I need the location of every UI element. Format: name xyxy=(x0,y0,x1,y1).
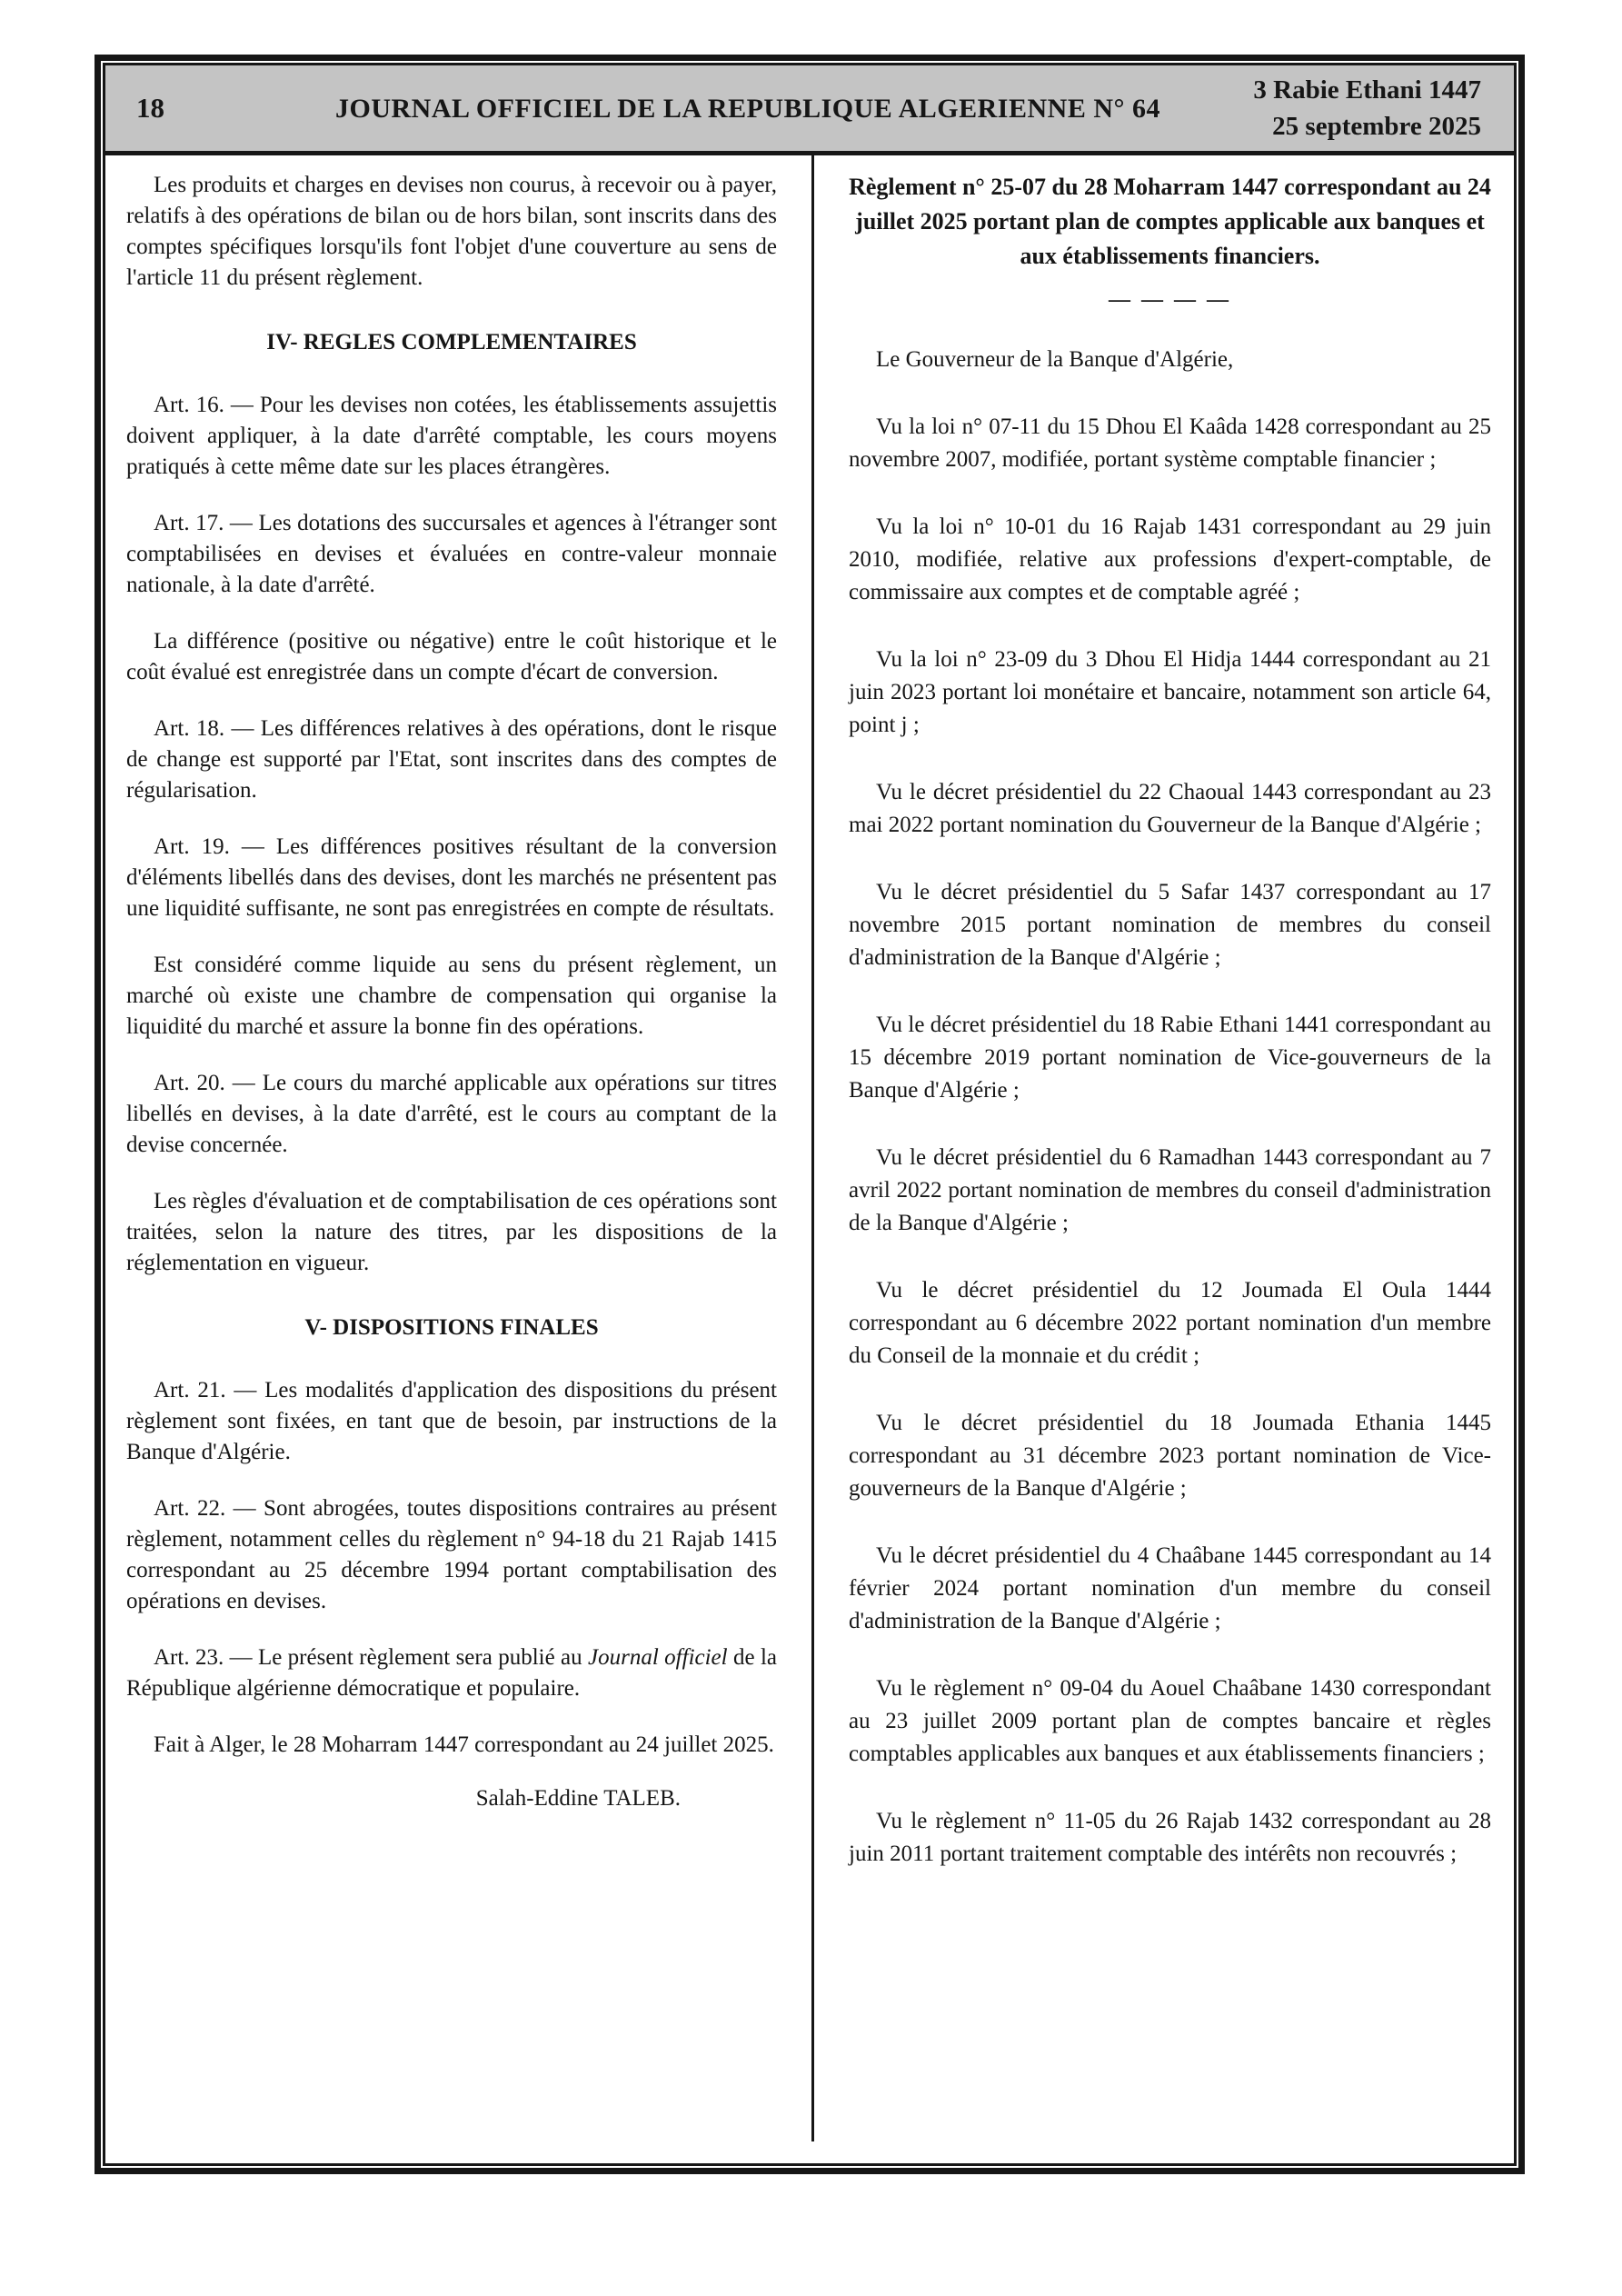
article-17-paragraph-2: La différence (positive ou négative) entre le coût historique et le coût évalué est enregistrée dans un compte d'écart de conversion. xyxy=(126,629,777,684)
signature: Salah-Eddine TALEB. xyxy=(475,1786,681,1811)
article-20-paragraph-2: Les règles d'évaluation et de comptabilisation de ces opérations sont traitées, selon la nature des titres, par les dispositions de la réglementation en vigueur. xyxy=(126,1189,777,1275)
page-frame-inner xyxy=(103,63,1517,2166)
page-content xyxy=(105,155,1514,2163)
article-16: Art. 16. — Pour les devises non cotées, les établissements assujettis doivent appliquer, à la date d'arrêté comptable, les cours moyens pratiqués à cette même date sur les places étrangères. xyxy=(126,393,777,479)
vu-clause-6: Vu le décret présidentiel du 18 Rabie Ethani 1441 correspondant au 15 décembre 2019 portant nomination de Vice-gouverneurs de la Banque d'Algérie ; xyxy=(849,1013,1491,1103)
section-heading-final-provisions: V- DISPOSITIONS FINALES xyxy=(304,1315,599,1340)
vu-clause-3: Vu la loi n° 23-09 du 3 Dhou El Hidja 1444 correspondant au 21 juin 2023 portant loi monétaire et bancaire, notamment son article 64, point j ; xyxy=(849,647,1491,737)
vu-clause-8: Vu le décret présidentiel du 12 Joumada El Oula 1444 correspondant au 6 décembre 2022 portant nomination d'un membre du Conseil de la monnaie et du crédit ; xyxy=(849,1278,1491,1368)
separator-dashes: — — — — xyxy=(1109,288,1231,312)
column-divider xyxy=(811,155,814,2141)
page-frame xyxy=(95,55,1525,2174)
date-gregorian: 25 septembre 2025 xyxy=(1272,112,1481,141)
article-19: Art. 19. — Les différences positives résultant de la conversion d'éléments libellés dans des devises, dont les marchés ne présentent pas une liquidité suffisante, ne sont pas enregistrées en compte de résultats. xyxy=(126,834,777,921)
article-19-paragraph-2: Est considéré comme liquide au sens du présent règlement, un marché où existe une chambre de compensation qui organise la liquidité du marché et assure la bonne fin des opérations. xyxy=(126,953,777,1039)
vu-clause-5: Vu le décret présidentiel du 5 Safar 1437 correspondant au 17 novembre 2015 portant nomination de membres du conseil d'administration de la Banque d'Algérie ; xyxy=(849,880,1491,970)
left-column xyxy=(126,170,777,1812)
vu-clause-4: Vu le décret présidentiel du 22 Chaoual 1443 correspondant au 23 mai 2022 portant nomination du Gouverneur de la Banque d'Algérie ; xyxy=(849,780,1491,837)
header-band xyxy=(105,65,1514,155)
paragraph-intro: Les produits et charges en devises non courus, à recevoir ou à payer, relatifs à des opérations de bilan ou de hors bilan, sont inscrits dans des comptes spécifiques lorsqu'ils font l'objet d'une couverture au sens de l'article 11 du présent règlement. xyxy=(126,173,777,290)
vu-clause-1: Vu la loi n° 07-11 du 15 Dhou El Kaâda 1428 correspondant au 25 novembre 2007, modifiée, portant système comptable financier ; xyxy=(849,414,1491,472)
vu-clause-11: Vu le règlement n° 09-04 du Aouel Chaâbane 1430 correspondant au 23 juillet 2009 portant plan de comptes bancaire et règles comptables applicables aux banques et aux établissements financiers ; xyxy=(849,1676,1491,1766)
journal-officiel-italic: Journal officiel xyxy=(588,1645,728,1670)
date-hijri: 3 Rabie Ethani 1447 xyxy=(1253,75,1481,105)
regulation-title: Règlement n° 25-07 du 28 Moharram 1447 correspondant au 24 juillet 2025 portant plan de comptes applicable aux banques et aux établissements financiers. xyxy=(849,174,1491,269)
right-column xyxy=(849,170,1491,1905)
article-21: Art. 21. — Les modalités d'application des dispositions du présent règlement sont fixées, en tant que de besoin, par instructions de la Banque d'Algérie. xyxy=(126,1378,777,1464)
section-heading-complementary-rules: IV- REGLES COMPLEMENTAIRES xyxy=(266,330,637,354)
article-17: Art. 17. — Les dotations des succursales et agences à l'étranger sont comptabilisées en devises et évaluées en contre-valeur monnaie nationale, à la date d'arrêté. xyxy=(126,511,777,597)
article-23-text: Art. 23. — Le présent règlement sera publié au xyxy=(154,1645,589,1670)
vu-clause-7: Vu le décret présidentiel du 6 Ramadhan 1443 correspondant au 7 avril 2022 portant nomination de membres du conseil d'administration de la Banque d'Algérie ; xyxy=(849,1145,1491,1235)
article-20: Art. 20. — Le cours du marché applicable aux opérations sur titres libellés en devises, à la date d'arrêté, est le cours au comptant de la devise concernée. xyxy=(126,1071,777,1157)
journal-title: JOURNAL OFFICIEL DE LA REPUBLIQUE ALGERIENNE N° 64 xyxy=(335,94,1160,124)
paragraph-fait-a-alger: Fait à Alger, le 28 Moharram 1447 correspondant au 24 juillet 2025. xyxy=(154,1732,774,1757)
paragraph-opening: Le Gouverneur de la Banque d'Algérie, xyxy=(876,347,1234,372)
vu-clause-12: Vu le règlement n° 11-05 du 26 Rajab 1432 correspondant au 28 juin 2011 portant traitement comptable des intérêts non recouvrés ; xyxy=(849,1809,1491,1866)
vu-clause-10: Vu le décret présidentiel du 4 Chaâbane 1445 correspondant au 14 février 2024 portant nomination d'un membre du conseil d'administration de la Banque d'Algérie ; xyxy=(849,1543,1491,1633)
article-23 xyxy=(126,1642,777,1704)
vu-clause-9: Vu le décret présidentiel du 18 Joumada Ethania 1445 correspondant au 31 décembre 2023 portant nomination de Vice-gouverneurs de la Banque d'Algérie ; xyxy=(849,1411,1491,1501)
header-dates xyxy=(1253,72,1481,145)
page-number: 18 xyxy=(136,92,164,124)
vu-clause-2: Vu la loi n° 10-01 du 16 Rajab 1431 correspondant au 29 juin 2010, modifiée, relative aux professions d'expert-comptable, de commissaire aux comptes et de comptable agréé ; xyxy=(849,514,1491,604)
article-18: Art. 18. — Les différences relatives à des opérations, dont le risque de change est supporté par l'Etat, sont inscrites dans des comptes de régularisation. xyxy=(126,716,777,803)
article-23-text-end: de la République algérienne démocratique et populaire. xyxy=(126,1645,777,1701)
article-22: Art. 22. — Sont abrogées, toutes dispositions contraires au présent règlement, notamment celles du règlement n° 94-18 du 21 Rajab 1415 correspondant au 25 décembre 1994 portant comptabilisation des opérations en devises. xyxy=(126,1496,777,1613)
